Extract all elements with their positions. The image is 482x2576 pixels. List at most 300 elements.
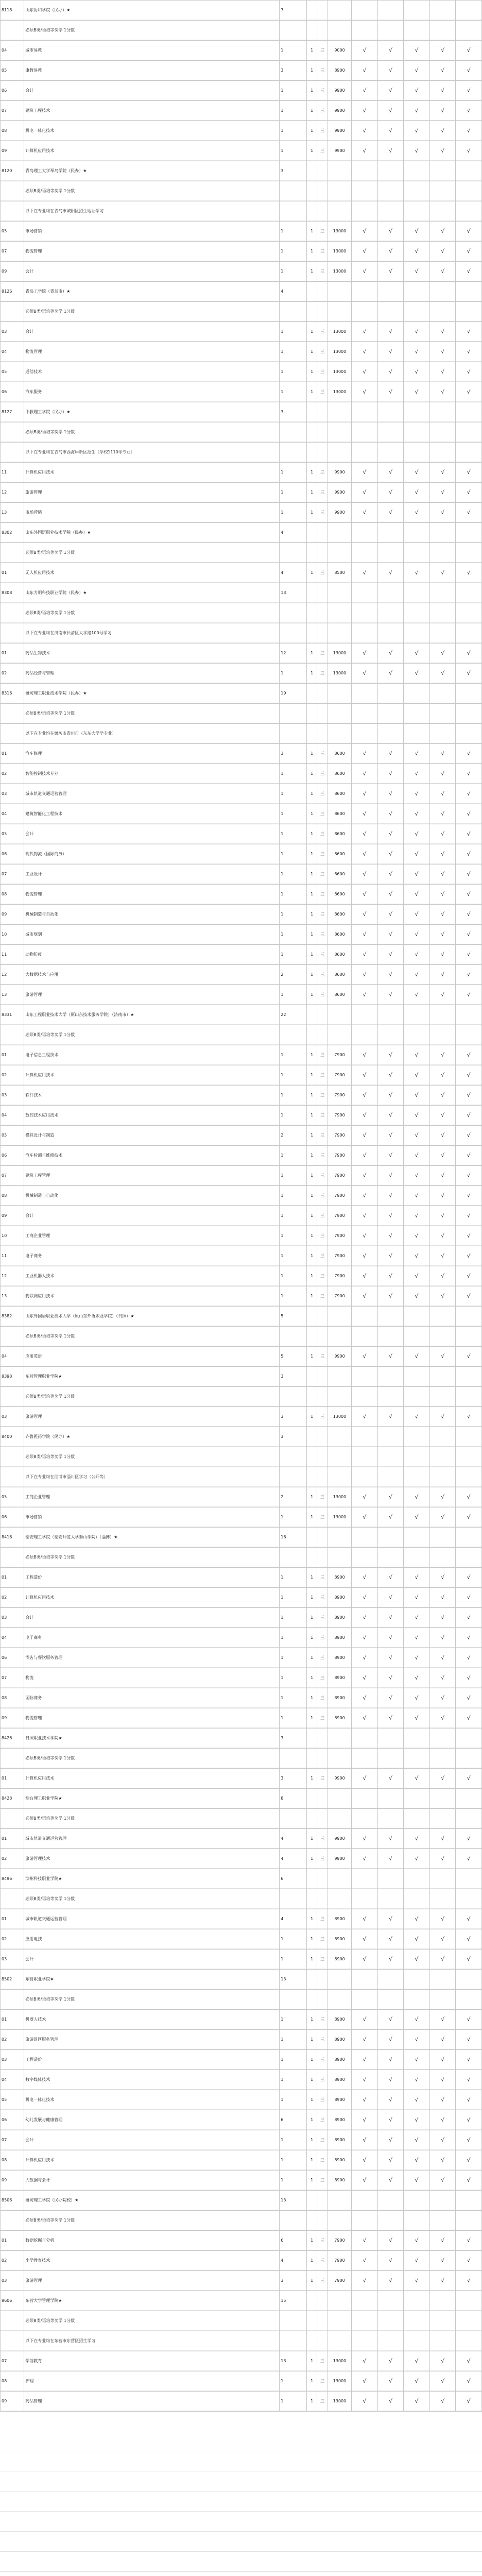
- empty-cell: [456, 21, 482, 41]
- check-mark: √: [404, 2371, 430, 2392]
- empty-cell: [456, 1, 482, 21]
- empty-cell: [306, 282, 317, 302]
- check-mark: √: [377, 463, 404, 483]
- empty-cell: [317, 1005, 328, 1025]
- major-fee: 13000: [328, 2392, 351, 2412]
- empty-cell: [317, 603, 328, 623]
- major-plan-count: 1: [280, 1246, 307, 1266]
- check-mark: √: [352, 1226, 378, 1246]
- check-mark: √: [377, 1126, 404, 1146]
- empty-cell: [280, 1889, 307, 1909]
- check-mark: √: [404, 222, 430, 242]
- check-mark: √: [456, 2130, 482, 2150]
- major-fee: 13000: [328, 242, 351, 262]
- major-name: 数据挖掘与分析: [24, 2231, 280, 2251]
- check-mark: √: [352, 643, 378, 664]
- empty-cell: [429, 1970, 456, 1990]
- check-mark: √: [456, 1286, 482, 1307]
- check-mark: √: [404, 1065, 430, 1086]
- major-row: [1, 1065, 482, 1086]
- check-mark: √: [429, 2030, 456, 2050]
- check-mark: √: [352, 342, 378, 362]
- empty-cell: [377, 1789, 404, 1809]
- empty-cell: [456, 583, 482, 603]
- major-fee: 8600: [328, 905, 351, 925]
- check-mark: √: [456, 2351, 482, 2371]
- check-mark: √: [429, 885, 456, 905]
- note-row: [1, 1749, 482, 1769]
- check-mark: √: [456, 483, 482, 503]
- check-mark: √: [404, 1568, 430, 1588]
- empty-cell: [429, 684, 456, 704]
- empty-cell: [404, 1970, 430, 1990]
- empty-cell: [1, 623, 24, 643]
- major-plan-count: 1: [280, 2150, 307, 2171]
- check-mark: √: [352, 1086, 378, 1106]
- empty-cell: [1, 1327, 24, 1347]
- major-name: 机电一体化技术: [24, 121, 280, 141]
- major-form: 三: [317, 2050, 328, 2070]
- check-mark: √: [404, 764, 430, 784]
- empty-cell: [404, 603, 430, 623]
- major-code: 05: [1, 222, 24, 242]
- school-code: 8302: [1, 523, 24, 543]
- major-fee: 7900: [328, 1065, 351, 1086]
- empty-cell: [377, 2331, 404, 2351]
- empty-cell: [352, 583, 378, 603]
- empty-cell: [404, 1005, 430, 1025]
- check-mark: √: [429, 1186, 456, 1206]
- major-plan-count: 1: [280, 2050, 307, 2070]
- major-name: 工商企业管理: [24, 1226, 280, 1246]
- school-code: 8428: [1, 1789, 24, 1809]
- major-code: 01: [1, 1769, 24, 1789]
- empty-cell: [352, 1, 378, 21]
- major-fee: 7900: [328, 1206, 351, 1226]
- major-form: 三: [317, 2150, 328, 2171]
- check-mark: √: [456, 1507, 482, 1528]
- major-code: 02: [1, 664, 24, 684]
- major-row: [1, 824, 482, 844]
- empty-cell: [328, 1427, 351, 1447]
- major-form: 三: [317, 483, 328, 503]
- empty-cell: [306, 603, 317, 623]
- major-name: 计算机应用技术: [24, 141, 280, 161]
- empty-cell: [328, 603, 351, 623]
- empty-cell: [429, 1728, 456, 1749]
- check-mark: √: [404, 1347, 430, 1367]
- empty-cell: [306, 1990, 317, 2010]
- empty-cell: [1, 1809, 24, 1829]
- major-row: [1, 2171, 482, 2191]
- empty-cell: [456, 422, 482, 443]
- check-mark: √: [429, 81, 456, 101]
- major-row: [1, 1045, 482, 1065]
- check-mark: √: [456, 222, 482, 242]
- empty-cell: [317, 543, 328, 563]
- major-years: 1: [306, 824, 317, 844]
- check-mark: √: [429, 1126, 456, 1146]
- check-mark: √: [404, 1166, 430, 1186]
- check-mark: √: [377, 262, 404, 282]
- empty-cell: [429, 523, 456, 543]
- major-years: 1: [306, 1065, 317, 1086]
- check-mark: √: [352, 764, 378, 784]
- check-mark: √: [352, 322, 378, 342]
- check-mark: √: [429, 2050, 456, 2070]
- empty-cell: [377, 1387, 404, 1407]
- empty-cell: [456, 1387, 482, 1407]
- empty-cell: [317, 2311, 328, 2331]
- empty-cell: [1, 1990, 24, 2010]
- empty-cell: [429, 1327, 456, 1347]
- major-name: 会计: [24, 1950, 280, 1970]
- check-mark: √: [377, 844, 404, 865]
- major-years: 1: [306, 1688, 317, 1708]
- check-mark: √: [404, 503, 430, 523]
- empty-cell: [352, 2191, 378, 2211]
- major-years: 1: [306, 141, 317, 161]
- empty-cell: [352, 1728, 378, 1749]
- major-form: 三: [317, 342, 328, 362]
- major-fee: 8600: [328, 744, 351, 764]
- major-years: 1: [306, 1628, 317, 1648]
- note-row: [1, 201, 482, 222]
- check-mark: √: [456, 382, 482, 402]
- major-form: 三: [317, 1246, 328, 1266]
- major-form: 三: [317, 965, 328, 985]
- note-row: [1, 2211, 482, 2231]
- major-code: 08: [1, 1186, 24, 1206]
- major-row: [1, 262, 482, 282]
- check-mark: √: [429, 925, 456, 945]
- major-plan-count: 1: [280, 2171, 307, 2191]
- empty-cell: [317, 704, 328, 724]
- empty-cell: [317, 1809, 328, 1829]
- major-name: 物流管理: [24, 1708, 280, 1728]
- empty-cell: [352, 1528, 378, 1548]
- major-row: [1, 2110, 482, 2130]
- major-name: 旅游管理: [24, 2271, 280, 2291]
- empty-cell: [306, 704, 317, 724]
- major-row: [1, 1507, 482, 1528]
- check-mark: √: [456, 2371, 482, 2392]
- empty-cell: [429, 2311, 456, 2331]
- major-plan-count: 4: [280, 1909, 307, 1929]
- check-mark: √: [429, 1246, 456, 1266]
- empty-cell: [352, 1307, 378, 1327]
- empty-cell: [306, 443, 317, 463]
- note-row: [1, 1548, 482, 1568]
- major-fee: 9900: [328, 463, 351, 483]
- empty-cell: [429, 1427, 456, 1447]
- check-mark: √: [456, 2251, 482, 2271]
- major-code: 08: [1, 885, 24, 905]
- major-years: 1: [306, 2171, 317, 2191]
- empty-cell: [404, 2311, 430, 2331]
- check-mark: √: [377, 664, 404, 684]
- check-mark: √: [377, 2351, 404, 2371]
- major-plan-count: 1: [280, 824, 307, 844]
- empty-cell: [317, 1387, 328, 1407]
- empty-cell: [328, 1387, 351, 1407]
- check-mark: √: [377, 2171, 404, 2191]
- major-years: 1: [306, 2010, 317, 2030]
- empty-cell: [456, 2211, 482, 2231]
- empty-cell: [429, 443, 456, 463]
- major-years: 1: [306, 1769, 317, 1789]
- empty-cell: [328, 1367, 351, 1387]
- check-mark: √: [377, 1909, 404, 1929]
- major-form: 三: [317, 2090, 328, 2110]
- empty-cell: [377, 1728, 404, 1749]
- empty-cell: [328, 2311, 351, 2331]
- note-row: [1, 1889, 482, 1909]
- check-mark: √: [456, 1226, 482, 1246]
- check-mark: √: [429, 1507, 456, 1528]
- major-name: 无人机应用技术: [24, 563, 280, 583]
- check-mark: √: [404, 1286, 430, 1307]
- major-row: [1, 1568, 482, 1588]
- check-mark: √: [404, 2110, 430, 2130]
- check-mark: √: [377, 2050, 404, 2070]
- empty-cell: [328, 583, 351, 603]
- major-name: 物流: [24, 1668, 280, 1688]
- major-plan-count: 4: [280, 2251, 307, 2271]
- major-fee: 8600: [328, 844, 351, 865]
- check-mark: √: [377, 1628, 404, 1648]
- major-form: 三: [317, 1849, 328, 1869]
- major-years: 1: [306, 1487, 317, 1507]
- major-name: 城市轨道交通运营管理: [24, 1829, 280, 1849]
- empty-cell: [352, 402, 378, 422]
- major-row: [1, 121, 482, 141]
- check-mark: √: [352, 804, 378, 824]
- check-mark: √: [377, 2392, 404, 2412]
- check-mark: √: [352, 2231, 378, 2251]
- major-plan-count: 1: [280, 1608, 307, 1628]
- major-form: 三: [317, 1266, 328, 1286]
- check-mark: √: [352, 1487, 378, 1507]
- empty-cell: [306, 2331, 317, 2351]
- check-mark: √: [456, 985, 482, 1005]
- major-name: 旅游管理: [24, 985, 280, 1005]
- empty-cell: [404, 1548, 430, 1568]
- check-mark: √: [352, 101, 378, 121]
- major-code: 07: [1, 1668, 24, 1688]
- major-years: 1: [306, 643, 317, 664]
- major-years: 1: [306, 463, 317, 483]
- major-code: 10: [1, 1226, 24, 1246]
- school-row: [1, 2191, 482, 2211]
- empty-cell: [352, 181, 378, 201]
- major-name: 应用电技: [24, 1929, 280, 1950]
- check-mark: √: [352, 664, 378, 684]
- check-mark: √: [456, 81, 482, 101]
- major-form: 三: [317, 1769, 328, 1789]
- check-mark: √: [456, 1608, 482, 1628]
- check-mark: √: [377, 1186, 404, 1206]
- major-row: [1, 1648, 482, 1668]
- major-plan-count: 1: [280, 1648, 307, 1668]
- empty-cell: [328, 422, 351, 443]
- check-mark: √: [429, 2150, 456, 2171]
- major-plan-count: 1: [280, 1588, 307, 1608]
- empty-cell: [306, 1427, 317, 1447]
- empty-cell: [306, 1387, 317, 1407]
- empty-cell: [1, 1548, 24, 1568]
- major-fee: 8900: [328, 2150, 351, 2171]
- major-code: 13: [1, 1286, 24, 1307]
- major-years: 1: [306, 242, 317, 262]
- empty-cell: [328, 1889, 351, 1909]
- major-name: 会计: [24, 1608, 280, 1628]
- school-name: 潍坊理工学院（民办院校）★: [24, 2191, 280, 2211]
- empty-cell: [456, 1809, 482, 1829]
- major-plan-count: 1: [280, 1166, 307, 1186]
- empty-cell: [429, 1548, 456, 1568]
- note-row: [1, 21, 482, 41]
- major-fee: 8900: [328, 1628, 351, 1648]
- major-name: 市场营销: [24, 222, 280, 242]
- check-mark: √: [404, 885, 430, 905]
- empty-cell: [404, 684, 430, 704]
- major-code: 07: [1, 2130, 24, 2150]
- check-mark: √: [429, 1347, 456, 1367]
- major-code: 04: [1, 1628, 24, 1648]
- empty-cell: [352, 1789, 378, 1809]
- empty-cell: [377, 302, 404, 322]
- major-plan-count: 1: [280, 784, 307, 804]
- major-plan-count: 1: [280, 41, 307, 61]
- check-mark: √: [377, 121, 404, 141]
- check-mark: √: [456, 1668, 482, 1688]
- check-mark: √: [456, 1065, 482, 1086]
- empty-cell: [306, 1728, 317, 1749]
- check-mark: √: [377, 1266, 404, 1286]
- major-years: 1: [306, 965, 317, 985]
- check-mark: √: [456, 1909, 482, 1929]
- major-fee: 9000: [328, 41, 351, 61]
- major-name: 模具设计与制造: [24, 1126, 280, 1146]
- check-mark: √: [429, 2371, 456, 2392]
- major-row: [1, 1668, 482, 1688]
- school-code: 8120: [1, 161, 24, 181]
- empty-cell: [404, 2291, 430, 2311]
- major-row: [1, 1708, 482, 1728]
- school-code: 8416: [1, 1528, 24, 1548]
- check-mark: √: [404, 2392, 430, 2412]
- major-fee: 8600: [328, 764, 351, 784]
- check-mark: √: [429, 1829, 456, 1849]
- major-fee: 8900: [328, 1708, 351, 1728]
- empty-cell: [352, 543, 378, 563]
- major-years: 1: [306, 1608, 317, 1628]
- empty-cell: [328, 543, 351, 563]
- note-row: [1, 1809, 482, 1829]
- major-plan-count: 1: [280, 382, 307, 402]
- empty-cell: [456, 724, 482, 744]
- check-mark: √: [456, 1206, 482, 1226]
- major-code: 09: [1, 2392, 24, 2412]
- major-row: [1, 2030, 482, 2050]
- empty-cell: [306, 161, 317, 181]
- check-mark: √: [429, 1708, 456, 1728]
- check-mark: √: [352, 1628, 378, 1648]
- check-mark: √: [429, 1688, 456, 1708]
- major-code: 08: [1, 2371, 24, 2392]
- major-years: 1: [306, 804, 317, 824]
- major-name: 汽车检测与维修技术: [24, 1146, 280, 1166]
- empty-cell: [280, 1025, 307, 1045]
- empty-cell: [352, 1327, 378, 1347]
- major-fee: 13000: [328, 382, 351, 402]
- major-fee: 13000: [328, 322, 351, 342]
- check-mark: √: [429, 61, 456, 81]
- check-mark: √: [352, 2371, 378, 2392]
- major-years: 1: [306, 2231, 317, 2251]
- empty-cell: [328, 623, 351, 643]
- empty-cell: [456, 1889, 482, 1909]
- check-mark: √: [456, 2231, 482, 2251]
- check-mark: √: [456, 1126, 482, 1146]
- major-code: 12: [1, 1266, 24, 1286]
- empty-cell: [377, 1548, 404, 1568]
- school-code: 8398: [1, 1367, 24, 1387]
- check-mark: √: [429, 121, 456, 141]
- check-mark: √: [429, 1929, 456, 1950]
- major-plan-count: 1: [280, 242, 307, 262]
- check-mark: √: [456, 1929, 482, 1950]
- major-name: 护理: [24, 2371, 280, 2392]
- major-plan-count: 4: [280, 563, 307, 583]
- empty-cell: [306, 623, 317, 643]
- empty-cell: [429, 2291, 456, 2311]
- empty-cell: [456, 1447, 482, 1467]
- major-years: 1: [306, 1648, 317, 1668]
- major-name: 会计: [24, 2130, 280, 2150]
- empty-cell: [306, 1005, 317, 1025]
- check-mark: √: [404, 1246, 430, 1266]
- major-row: [1, 885, 482, 905]
- check-mark: √: [377, 41, 404, 61]
- school-name: 山东外国语职业技术大学（原山东外语职业学院）（日照）★: [24, 1307, 280, 1327]
- major-form: 三: [317, 2010, 328, 2030]
- major-row: [1, 342, 482, 362]
- major-row: [1, 905, 482, 925]
- empty-cell: [429, 1809, 456, 1829]
- empty-cell: [328, 1789, 351, 1809]
- check-mark: √: [456, 141, 482, 161]
- school-code: 8400: [1, 1427, 24, 1447]
- major-row: [1, 1929, 482, 1950]
- empty-cell: [429, 1025, 456, 1045]
- major-fee: 8900: [328, 2010, 351, 2030]
- check-mark: √: [352, 824, 378, 844]
- major-code: 12: [1, 483, 24, 503]
- check-mark: √: [377, 1929, 404, 1950]
- major-name: 现代物流（国际商务）: [24, 844, 280, 865]
- empty-cell: [456, 181, 482, 201]
- empty-cell: [317, 2211, 328, 2231]
- empty-cell: [429, 1467, 456, 1487]
- major-plan-count: 1: [280, 1086, 307, 1106]
- empty-cell: [404, 1789, 430, 1809]
- empty-cell: [404, 181, 430, 201]
- check-mark: √: [429, 463, 456, 483]
- empty-cell: [456, 2331, 482, 2351]
- major-code: 03: [1, 2271, 24, 2291]
